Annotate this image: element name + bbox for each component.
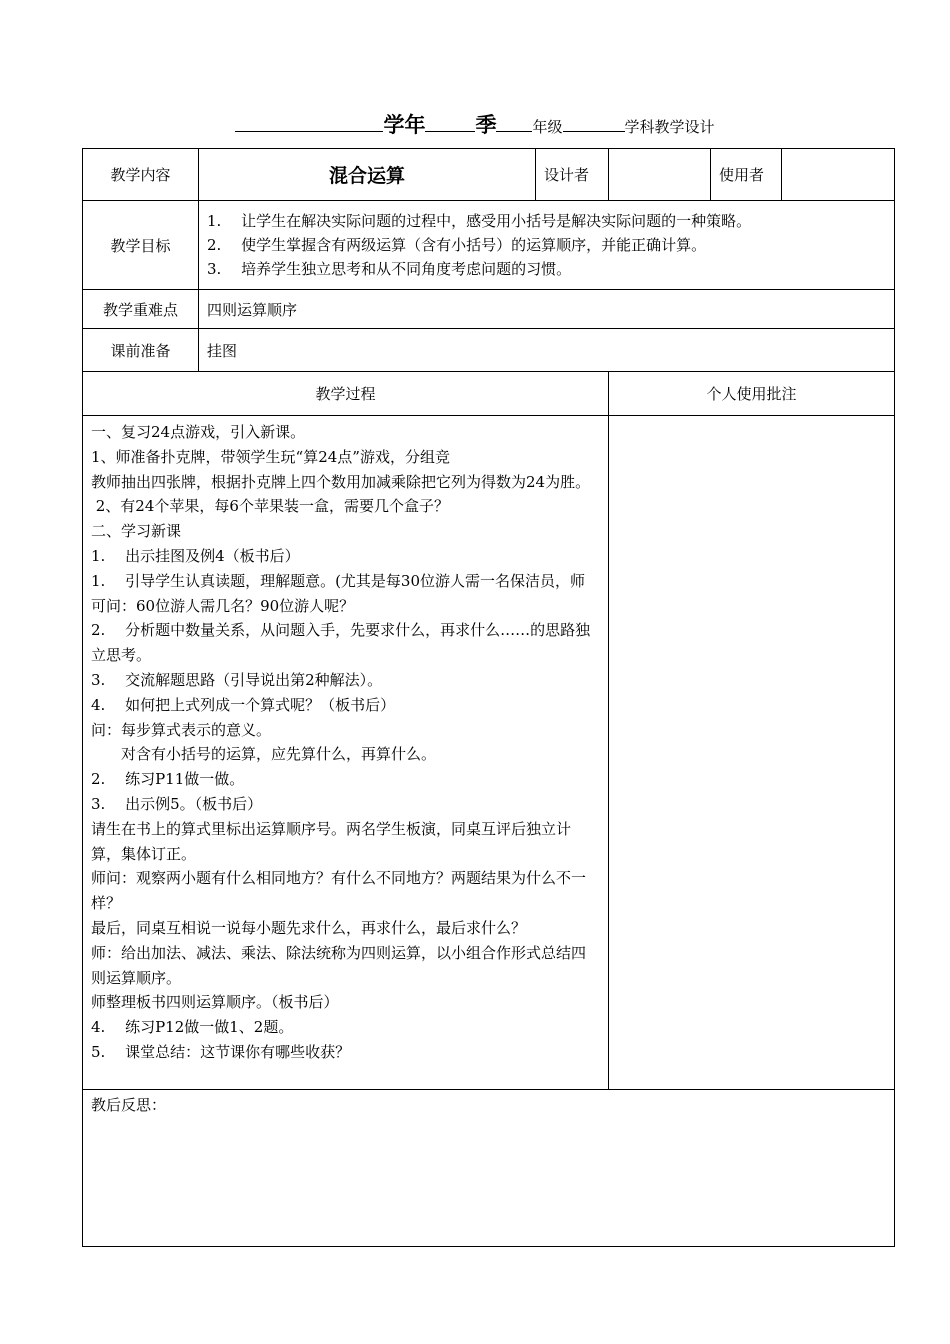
goals-label: 教学目标 [83, 201, 199, 290]
process-row [83, 416, 895, 1090]
process-line: 5. 课堂总结：这节课你有哪些收获？ [91, 1042, 351, 1061]
process-line: 请生在书上的算式里标出运算顺序号。两名学生板演，同桌互评后独立计算，集体订正。 [91, 819, 572, 863]
document-title [0, 110, 950, 142]
term-blank[interactable] [425, 111, 475, 132]
process-line: 一、复习24点游戏，引入新课。 [91, 423, 306, 441]
process-line: 4. 如何把上式列成一个算式呢？（板书后） [91, 695, 396, 714]
term-label: 季 [475, 112, 497, 137]
process-line: 3. 交流解题思路（引导说出第2种解法）。 [91, 670, 383, 689]
process-line: 1、师准备扑克牌，带领学生玩“算24点”游戏，分组竞 [91, 447, 450, 466]
reflection-label: 教后反思： [91, 1096, 167, 1114]
process-line: 教师抽出四张牌，根据扑克牌上四个数用加减乘除把它列为得数为24为胜。 [91, 472, 591, 491]
user-label: 使用者 [711, 149, 782, 201]
process-content [83, 416, 609, 1090]
process-line: 1. 引导学生认真读题，理解题意。(尤其是每30位游人需一名保洁员，师可问：60位游人需几名？90位游人呢？ [91, 571, 586, 615]
process-line: 3. 出示例5。（板书后） [91, 794, 263, 813]
info-row [83, 149, 895, 201]
subject-blank[interactable] [563, 111, 625, 132]
goal-item: 2. 使学生掌握含有两级运算（含有小括号）的运算顺序，并能正确计算。 [207, 236, 707, 254]
reflection-field[interactable] [83, 1090, 895, 1247]
process-line: 师整理板书四则运算顺序。（板书后） [91, 993, 339, 1012]
notes-header: 个人使用批注 [609, 372, 895, 416]
process-line: 2. 练习P11做一做。 [91, 770, 245, 789]
key-points-label: 教学重难点 [83, 290, 199, 329]
subject-label: 学科教学设计 [624, 118, 715, 136]
designer-label: 设计者 [536, 149, 609, 201]
reflection-row [83, 1090, 895, 1247]
user-field[interactable] [782, 149, 895, 201]
process-line: 4. 练习P12做一做1、2题。 [91, 1018, 294, 1037]
goals-row [83, 201, 895, 290]
notes-field[interactable] [609, 416, 895, 1090]
process-line: 二、学习新课 [91, 522, 182, 541]
goals-list [199, 201, 895, 290]
prep-row [83, 329, 895, 372]
grade-blank[interactable] [496, 111, 532, 132]
lesson-plan-table [82, 148, 895, 1247]
year-label: 学年 [383, 112, 426, 137]
key-points-row [83, 290, 895, 329]
process-line: 师：给出加法、减法、乘法、除法统称为四则运算，以小组合作形式总结四则运算顺序。 [91, 943, 587, 987]
process-header: 教学过程 [83, 372, 609, 416]
prep-label: 课前准备 [83, 329, 199, 372]
goal-item: 1. 让学生在解决实际问题的过程中，感受用小括号是解决实际问题的一种策略。 [207, 212, 752, 230]
process-line: 2、有24个苹果，每6个苹果装一盒，需要几个盒子？ [91, 497, 449, 516]
process-line: 1. 出示挂图及例4（板书后） [91, 546, 300, 565]
lesson-title: 混合运算 [199, 149, 536, 201]
designer-field[interactable] [609, 149, 711, 201]
process-line: 2. 分析题中数量关系，从问题入手，先要求什么，再求什么……的思路独立思考。 [91, 621, 591, 665]
prep-value: 挂图 [199, 329, 895, 372]
process-line: 问：每步算式表示的意义。 [91, 720, 272, 739]
process-header-row [83, 372, 895, 416]
process-line: 对含有小括号的运算，应先算什么，再算什么。 [91, 745, 437, 764]
goal-item: 3. 培养学生独立思考和从不同角度考虑问题的习惯。 [207, 260, 572, 278]
key-points-value: 四则运算顺序 [199, 290, 895, 329]
grade-label: 年级 [532, 118, 563, 136]
year-blank[interactable] [235, 111, 383, 132]
process-line: 最后，同桌互相说一说每小题先求什么，再求什么，最后求什么？ [91, 918, 527, 937]
content-label: 教学内容 [83, 149, 199, 201]
process-line: 师问：观察两小题有什么相同地方？有什么不同地方？两题结果为什么不一样？ [91, 869, 587, 913]
